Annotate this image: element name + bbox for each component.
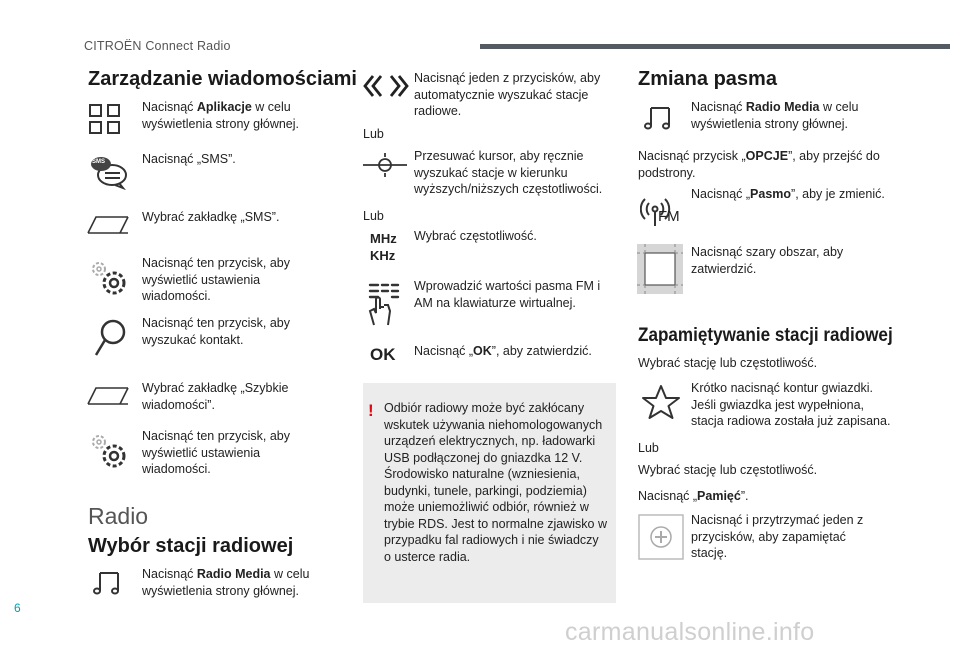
settings-gears-icon xyxy=(87,430,129,472)
step-seek: Nacisnąć jeden z przycisków, aby automatycznie wyszukać stacje radiowe. xyxy=(414,71,601,118)
step-ok: Nacisnąć „OK”, aby zatwierdzić. xyxy=(414,344,592,358)
para-options: Nacisnąć przycisk „OPCJE”, aby przejść do podstrony. xyxy=(638,149,880,180)
lub-3: Lub xyxy=(638,441,659,455)
frequency-unit-icon xyxy=(370,230,397,264)
step-radio-media-2: Nacisnąć Radio Media w celu wyświetlenia strony głównej. xyxy=(691,100,859,131)
ok-icon: OK xyxy=(370,345,396,364)
sms-badge: SMS xyxy=(92,159,106,165)
warning-note-text: Odbiór radiowy może być zakłócany wskutek używania niehomologowanych urządzeń elektrycznych, np. ładowarki USB podłączonej do gniazdka 12 V. Środowisko naturalne (wzniesienia, budynki, tunele, parkingi, podziemia) może uniemożliwić odbiór, również w trybie RDS. Jest to normalne zjawisko w przypadku fal radiowych i nie świadczy o usterce radia. xyxy=(384,401,607,564)
mhz-label: MHz xyxy=(370,231,397,246)
apps-grid-icon xyxy=(88,103,122,135)
watermark: carmanualsonline.info xyxy=(565,618,815,646)
page-number: 6 xyxy=(14,601,21,615)
star-outline-icon xyxy=(641,384,681,420)
chapter-title-radio: Radio xyxy=(88,503,149,529)
warning-mark: ! xyxy=(368,401,374,420)
settings-gears-icon xyxy=(87,257,129,299)
header-title: CITROËN Connect Radio xyxy=(84,39,231,53)
step-keyboard: Wprowadzić wartości pasma FM i AM na klawiaturze wirtualnej. xyxy=(414,279,601,310)
step-confirm: Nacisnąć szary obszar, aby zatwierdzić. xyxy=(691,245,844,276)
khz-label: KHz xyxy=(370,248,396,263)
add-preset-icon xyxy=(638,514,684,560)
step-apps: Nacisnąć Aplikacje w celu wyświetlenia strony głównej. xyxy=(142,100,300,131)
music-note-icon xyxy=(644,105,674,131)
section-title-band: Zmiana pasma xyxy=(638,68,777,90)
slider-cursor-icon xyxy=(362,151,408,179)
seek-arrows-icon xyxy=(363,74,409,98)
section-title-messages: Zarządzanie wiadomościami xyxy=(88,68,357,90)
tab-icon xyxy=(86,214,130,236)
para-memory: Nacisnąć „Pamięć”. xyxy=(638,489,749,503)
grey-area-icon xyxy=(637,244,683,294)
step-sms: Nacisnąć „SMS”. xyxy=(142,152,236,166)
step-radio-media: Nacisnąć Radio Media w celu wyświetlenia strony głównej. xyxy=(142,567,310,598)
step-preset: Nacisnąć i przytrzymać jeden z przycisków, aby zapamiętać stację. xyxy=(691,513,864,560)
sms-icon xyxy=(88,154,128,190)
step-star: Krótko nacisnąć kontur gwiazdki. Jeśli gwiazdka jest wypełniona, stacja radiowa została już zapisana. xyxy=(691,381,891,428)
tab-icon xyxy=(86,385,130,407)
step-search: Nacisnąć ten przycisk, aby wyszukać kontakt. xyxy=(142,316,290,347)
step-band: Nacisnąć „Pasmo”, aby je zmienić. xyxy=(691,187,885,201)
music-note-icon xyxy=(93,570,123,596)
header-bar xyxy=(480,44,950,49)
keypad-touch-icon xyxy=(366,281,402,327)
step-frequency: Wybrać częstotliwość. xyxy=(414,229,537,243)
section-title-memorize: Zapamiętywanie stacji radiowej xyxy=(638,325,893,346)
lub-1: Lub xyxy=(363,127,384,141)
step-tab-quick: Wybrać zakładkę „Szybkie wiadomości”. xyxy=(142,381,289,412)
para-select-1: Wybrać stację lub częstotliwość. xyxy=(638,356,818,370)
lub-2: Lub xyxy=(363,209,384,223)
search-icon xyxy=(93,318,129,358)
step-settings-2: Nacisnąć ten przycisk, aby wyświetlić ustawienia wiadomości. xyxy=(142,429,290,476)
para-select-2: Wybrać stację lub częstotliwość. xyxy=(638,463,818,477)
step-manual: Przesuwać kursor, aby ręcznie wyszukać stacje w kierunku wyższych/niższych częstotliwości. xyxy=(414,149,603,196)
fm-band-icon xyxy=(640,192,682,230)
fm-label: FM xyxy=(658,208,680,225)
step-settings-1: Nacisnąć ten przycisk, aby wyświetlić ustawienia wiadomości. xyxy=(142,256,290,303)
section-title-station: Wybór stacji radiowej xyxy=(88,535,294,557)
step-tab-sms: Wybrać zakładkę „SMS”. xyxy=(142,210,280,224)
